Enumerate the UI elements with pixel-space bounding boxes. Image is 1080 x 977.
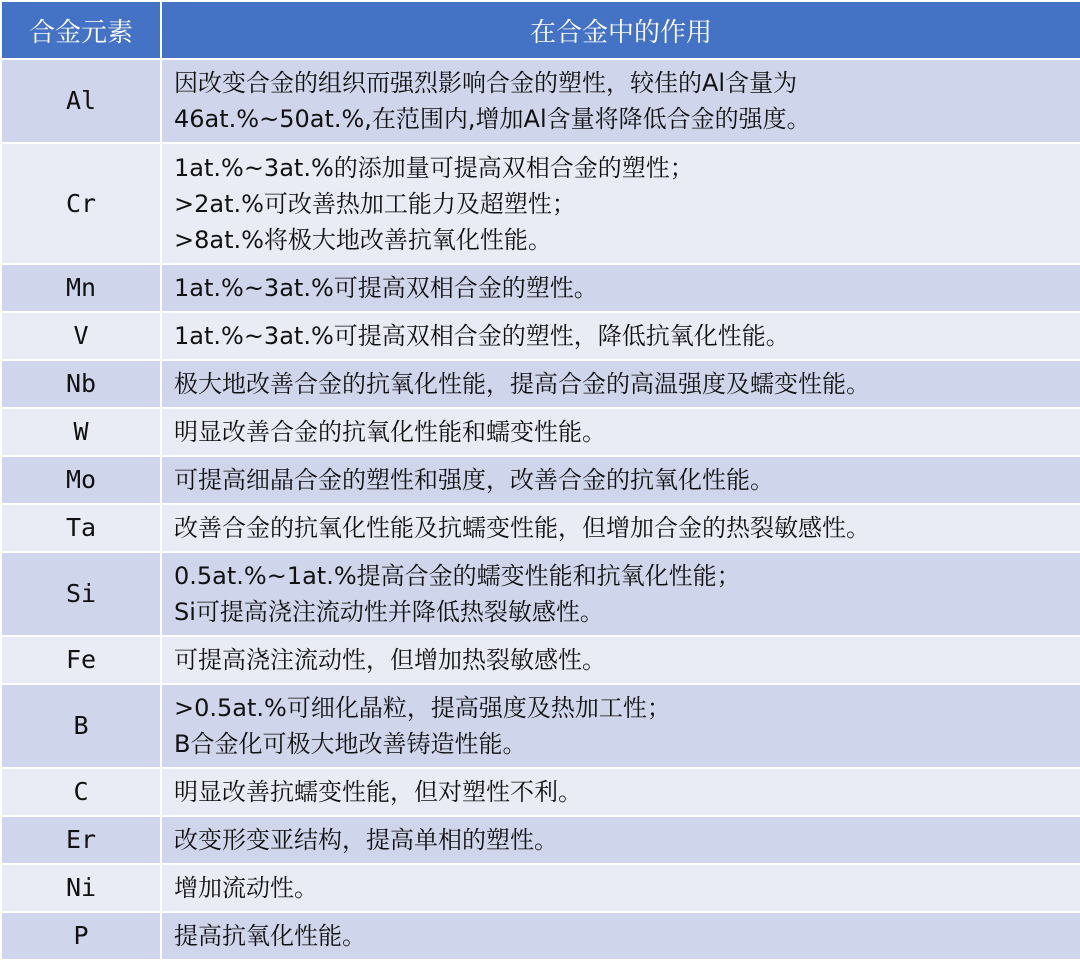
element-cell: Ni — [1, 864, 161, 912]
effect-cell: 极大地改善合金的抗氧化性能，提高合金的高温强度及蠕变性能。 — [161, 360, 1080, 408]
effect-cell: 改变形变亚结构，提高单相的塑性。 — [161, 816, 1080, 864]
effect-cell: 1at.%~3at.%可提高双相合金的塑性。 — [161, 264, 1080, 312]
table-header-row — [1, 1, 1080, 59]
table-row — [1, 408, 1080, 456]
table-row — [1, 816, 1080, 864]
effect-cell: 明显改善抗蠕变性能，但对塑性不利。 — [161, 768, 1080, 816]
table-row — [1, 552, 1080, 636]
effect-cell: 可提高浇注流动性，但增加热裂敏感性。 — [161, 636, 1080, 684]
effect-cell: 1at.%~3at.%的添加量可提高双相合金的塑性； >2at.%可改善热加工能力及超塑性； >8at.%将极大地改善抗氧化性能。 — [161, 143, 1080, 264]
effect-cell: 0.5at.%~1at.%提高合金的蠕变性能和抗氧化性能； Si可提高浇注流动性并降低热裂敏感性。 — [161, 552, 1080, 636]
table-row — [1, 59, 1080, 143]
element-cell: W — [1, 408, 161, 456]
element-cell: P — [1, 912, 161, 960]
table-row — [1, 360, 1080, 408]
effect-cell: 增加流动性。 — [161, 864, 1080, 912]
table-row — [1, 864, 1080, 912]
element-cell: Er — [1, 816, 161, 864]
element-cell: Nb — [1, 360, 161, 408]
table-row — [1, 684, 1080, 768]
table-row — [1, 456, 1080, 504]
effect-cell: 因改变合金的组织而强烈影响合金的塑性，较佳的Al含量为 46at.%~50at.%,在范围内,增加Al含量将降低合金的强度。 — [161, 59, 1080, 143]
element-cell: C — [1, 768, 161, 816]
element-cell: Al — [1, 59, 161, 143]
table-row — [1, 143, 1080, 264]
header-effect: 在合金中的作用 — [161, 1, 1080, 59]
element-cell: Ta — [1, 504, 161, 552]
element-cell: Fe — [1, 636, 161, 684]
element-cell: Cr — [1, 143, 161, 264]
element-cell: V — [1, 312, 161, 360]
effect-cell: 提高抗氧化性能。 — [161, 912, 1080, 960]
effect-cell: 可提高细晶合金的塑性和强度，改善合金的抗氧化性能。 — [161, 456, 1080, 504]
effect-cell: 1at.%~3at.%可提高双相合金的塑性，降低抗氧化性能。 — [161, 312, 1080, 360]
effect-cell: 明显改善合金的抗氧化性能和蠕变性能。 — [161, 408, 1080, 456]
table-row — [1, 264, 1080, 312]
element-cell: Si — [1, 552, 161, 636]
element-cell: Mn — [1, 264, 161, 312]
table-row — [1, 912, 1080, 960]
table-row — [1, 312, 1080, 360]
element-cell: B — [1, 684, 161, 768]
element-cell: Mo — [1, 456, 161, 504]
effect-cell: >0.5at.%可细化晶粒，提高强度及热加工性； B合金化可极大地改善铸造性能。 — [161, 684, 1080, 768]
header-element: 合金元素 — [1, 1, 161, 59]
table-row — [1, 504, 1080, 552]
effect-cell: 改善合金的抗氧化性能及抗蠕变性能，但增加合金的热裂敏感性。 — [161, 504, 1080, 552]
table-row — [1, 768, 1080, 816]
table-row — [1, 636, 1080, 684]
